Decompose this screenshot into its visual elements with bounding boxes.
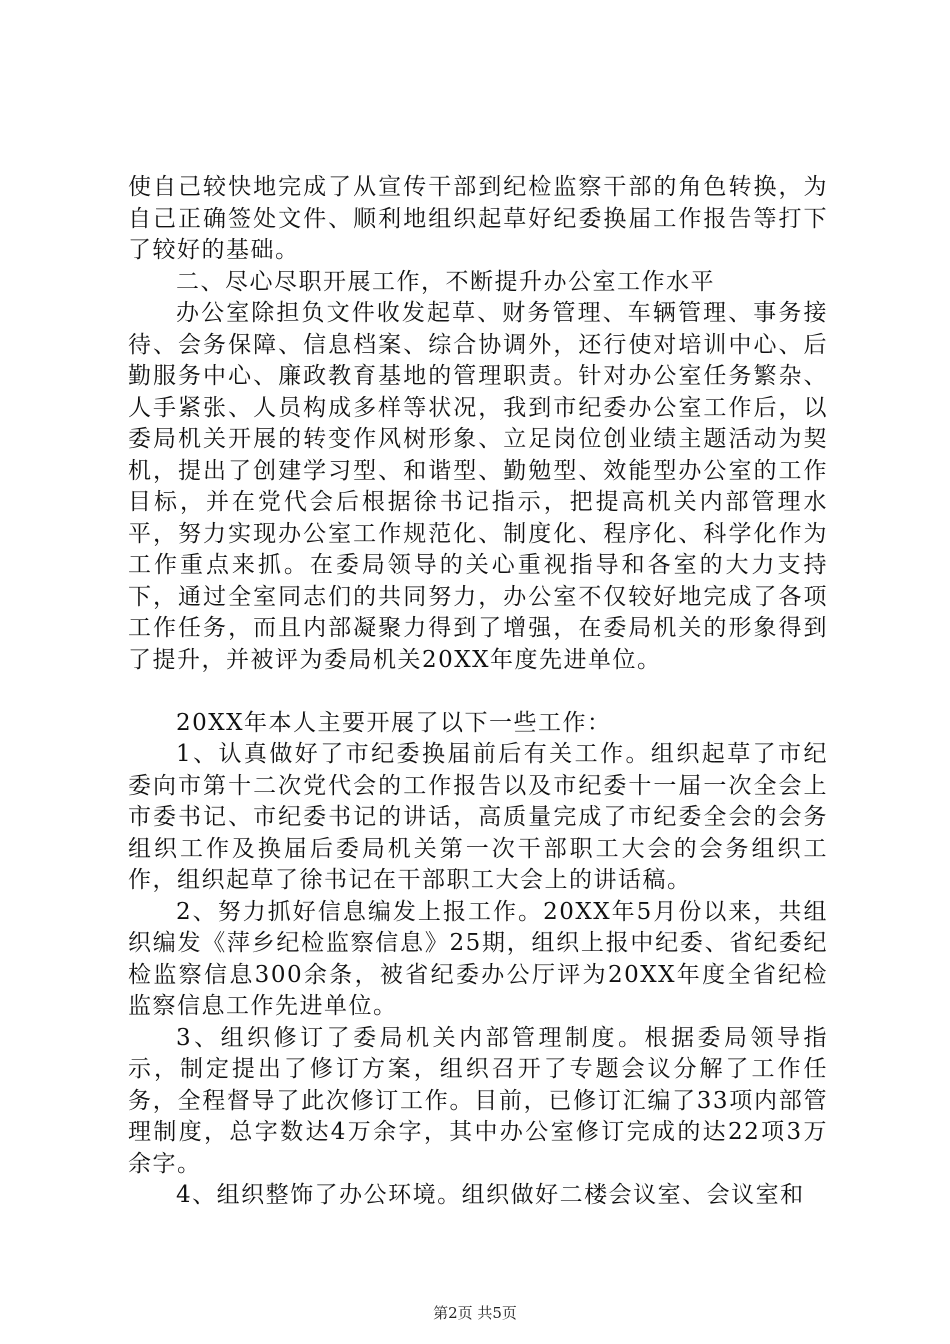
paragraph: 20XX年本人主要开展了以下一些工作： xyxy=(176,709,612,736)
document-body xyxy=(128,172,828,1212)
paragraph: 使自己较快地完成了从宣传干部到纪检监察干部的角色转换，为自己正确签处文件、顺利地组织起草好纪委换届工作报告等打下了较好的基础。 xyxy=(128,174,828,263)
list-item: 2、努力抓好信息编发上报工作。20XX年5月份以来，共组织编发《萍乡纪检监察信息》25期，组织上报中纪委、省纪委纪检监察信息300余条，被省纪委办公厅评为20XX年度全省纪检监察信息工作先进单位。 xyxy=(128,898,828,1019)
list-item: 3、组织修订了委局机关内部管理制度。根据委局领导指示，制定提出了修订方案，组织召开了专题会议分解了工作任务，全程督导了此次修订工作。目前，已修订汇编了33项内部管理制度，总字数达4万余字，其中办公室修订完成的达22项3万余字。 xyxy=(128,1024,828,1177)
section-heading: 二、尽心尽职开展工作，不断提升办公室工作水平 xyxy=(176,268,715,295)
list-item: 1、认真做好了市纪委换届前后有关工作。组织起草了市纪委向市第十二次党代会的工作报告以及市纪委十一届一次全会上市委书记、市纪委书记的讲话，高质量完成了市纪委全会的会务组织工作及换届后委局机关第一次干部职工大会的会务组织工作，组织起草了徐书记在干部职工大会上的讲话稿。 xyxy=(128,741,828,893)
paragraph-spacer xyxy=(128,676,828,708)
page-footer: 第2页 共5页 xyxy=(433,1304,517,1322)
list-item: 4、组织整饰了办公环境。组织做好二楼会议室、会议室和 xyxy=(176,1182,805,1208)
paragraph: 办公室除担负文件收发起草、财务管理、车辆管理、事务接待、会务保障、信息档案、综合协调外，还行使对培训中心、后勤服务中心、廉政教育基地的管理职责。针对办公室任务繁杂、人手紧张、人员构成多样等状况，我到市纪委办公室工作后，以委局机关开展的转变作风树形象、立足岗位创业绩主题活动为契机，提出了创建学习型、和谐型、勤勉型、效能型办公室的工作目标，并在党代会后根据徐书记指示，把提高机关内部管理水平，努力实现办公室工作规范化、制度化、程序化、科学化作为工作重点来抓。在委局领导的关心重视指导和各室的大力支持下，通过全室同志们的共同努力，办公室不仅较好地完成了各项工作任务，而且内部凝聚力得到了增强，在委局机关的形象得到了提升，并被评为委局机关20XX年度先进单位。 xyxy=(128,300,828,673)
